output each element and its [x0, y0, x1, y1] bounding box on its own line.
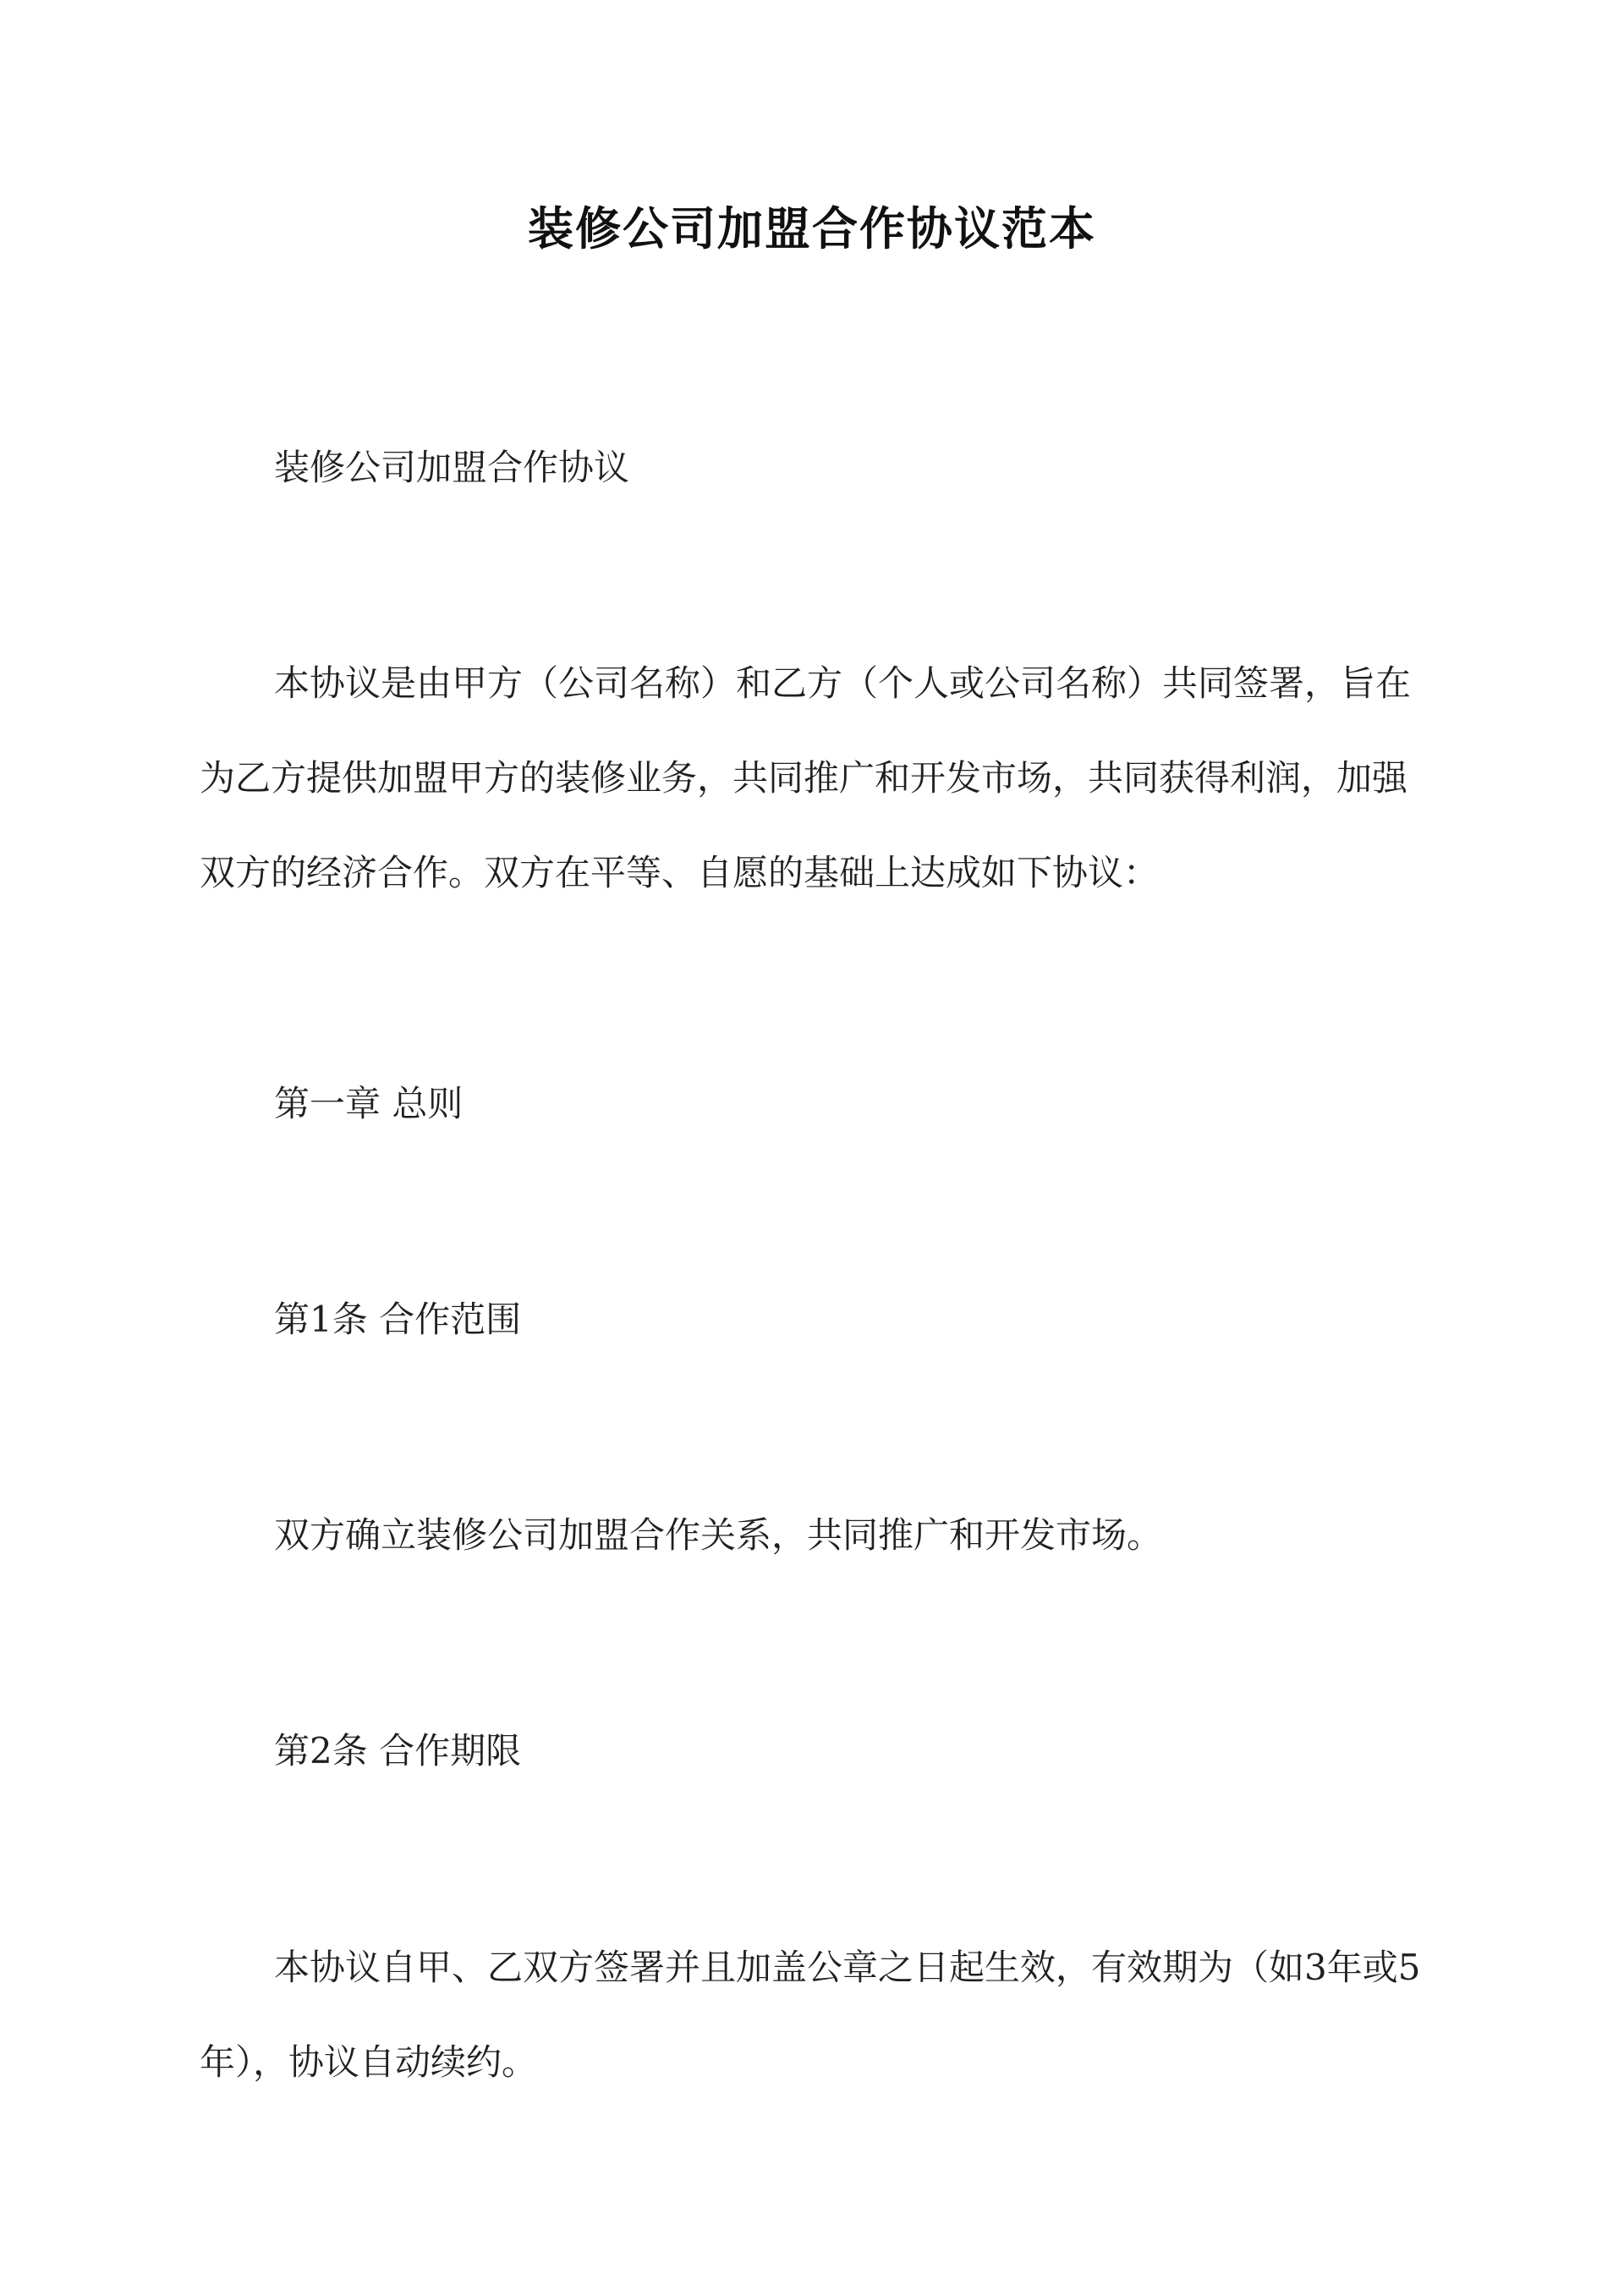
chapter-heading: 第一章 总则	[274, 1083, 464, 1124]
agreement-subtitle: 装修公司加盟合作协议	[274, 447, 630, 488]
article-1-heading: 第1条 合作范围	[274, 1299, 522, 1340]
article-2-body: 本协议自甲、乙双方签署并且加盖公章之日起生效，有效期为（如3年或5年），协议自动续约。	[200, 1947, 1421, 2083]
intro-paragraph: 本协议是由甲方（公司名称）和乙方（个人或公司名称）共同签署，旨在为乙方提供加盟甲方的装修业务，共同推广和开发市场，共同获得利润，加强双方的经济合作。双方在平等、自愿的基础上达成如下协议：	[200, 662, 1412, 893]
document-title: 装修公司加盟合作协议范本	[528, 201, 1096, 255]
article-1-body: 双方确立装修公司加盟合作关系，共同推广和开发市场。	[274, 1514, 1163, 1556]
article-2-heading: 第2条 合作期限	[274, 1730, 522, 1771]
